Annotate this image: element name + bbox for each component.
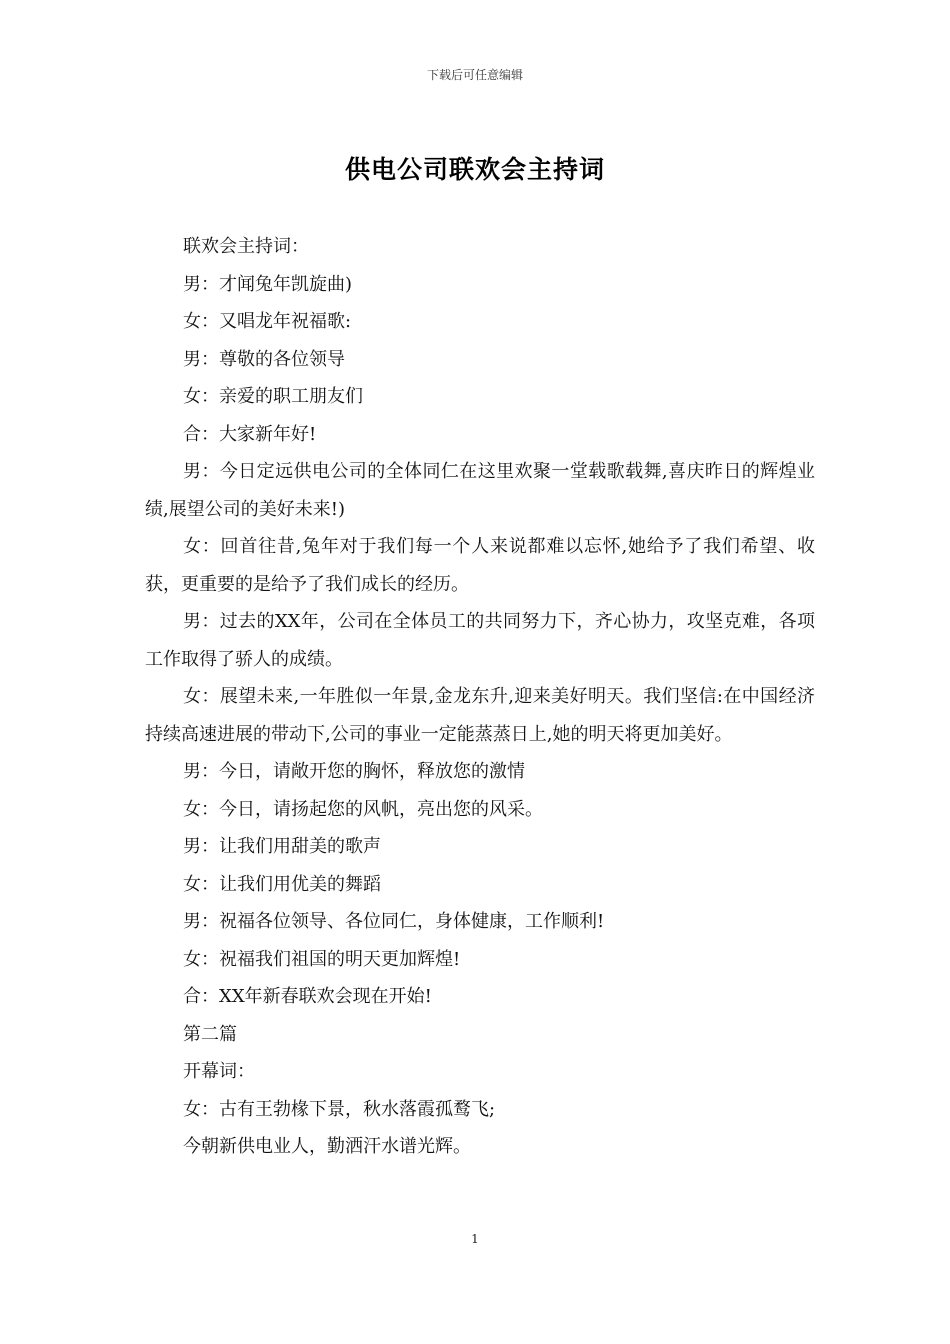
paragraph: 男：过去的XX年，公司在全体员工的共同努力下，齐心协力，攻坚克难，各项工作取得了骄人的成绩。: [145, 611, 815, 670]
paragraph: 女：让我们用优美的舞蹈: [183, 873, 381, 895]
paragraph: 男：尊敬的各位领导: [183, 348, 345, 370]
paragraph: 男：今日，请敞开您的胸怀，释放您的激情: [183, 761, 525, 782]
document-title: 供电公司联欢会主持词: [344, 155, 605, 184]
paragraph: 男：才闻兔年凯旋曲): [183, 273, 353, 295]
paragraph: 女：亲爱的职工朋友们: [183, 386, 363, 407]
page-number: 1: [471, 1232, 479, 1246]
header-note: 下载后可任意编辑: [426, 68, 523, 82]
paragraph: 合：XX年新春联欢会现在开始!: [183, 986, 432, 1007]
section-heading: 第二篇: [183, 1023, 237, 1045]
paragraph: 女：展望未来,一年胜似一年景,金龙东升,迎来美好明天。我们坚信:在中国经济持续高速进展的带动下,公司的事业一定能蒸蒸日上,她的明天将更加美好。: [145, 686, 815, 745]
paragraph: 联欢会主持词：: [183, 236, 309, 257]
paragraph: 女：今日，请扬起您的风帆，亮出您的风采。: [183, 798, 543, 820]
paragraph: 女：回首往昔,兔年对于我们每一个人来说都难以忘怀,她给予了我们希望、收获，更重要的是给予了我们成长的经历。: [145, 536, 815, 595]
paragraph: 女：又唱龙年祝福歌:: [183, 311, 352, 332]
paragraph: 开幕词：: [183, 1061, 255, 1082]
paragraph: 男：今日定远供电公司的全体同仁在这里欢聚一堂载歌载舞,喜庆昨日的辉煌业绩,展望公司的美好未来!): [145, 461, 815, 520]
paragraph: 女：古有王勃椽下景，秋水落霞孤鹜飞;: [183, 1098, 496, 1120]
paragraph: 男：祝福各位领导、各位同仁，身体健康，工作顺利!: [183, 911, 605, 932]
paragraph: 男：让我们用甜美的歌声: [183, 836, 381, 857]
document-body: [145, 228, 815, 1166]
paragraph: 合：大家新年好!: [183, 423, 317, 445]
paragraph: 女：祝福我们祖国的明天更加辉煌!: [183, 948, 461, 970]
paragraph: 今朝新供电业人，勤洒汗水谱光辉。: [183, 1136, 471, 1157]
